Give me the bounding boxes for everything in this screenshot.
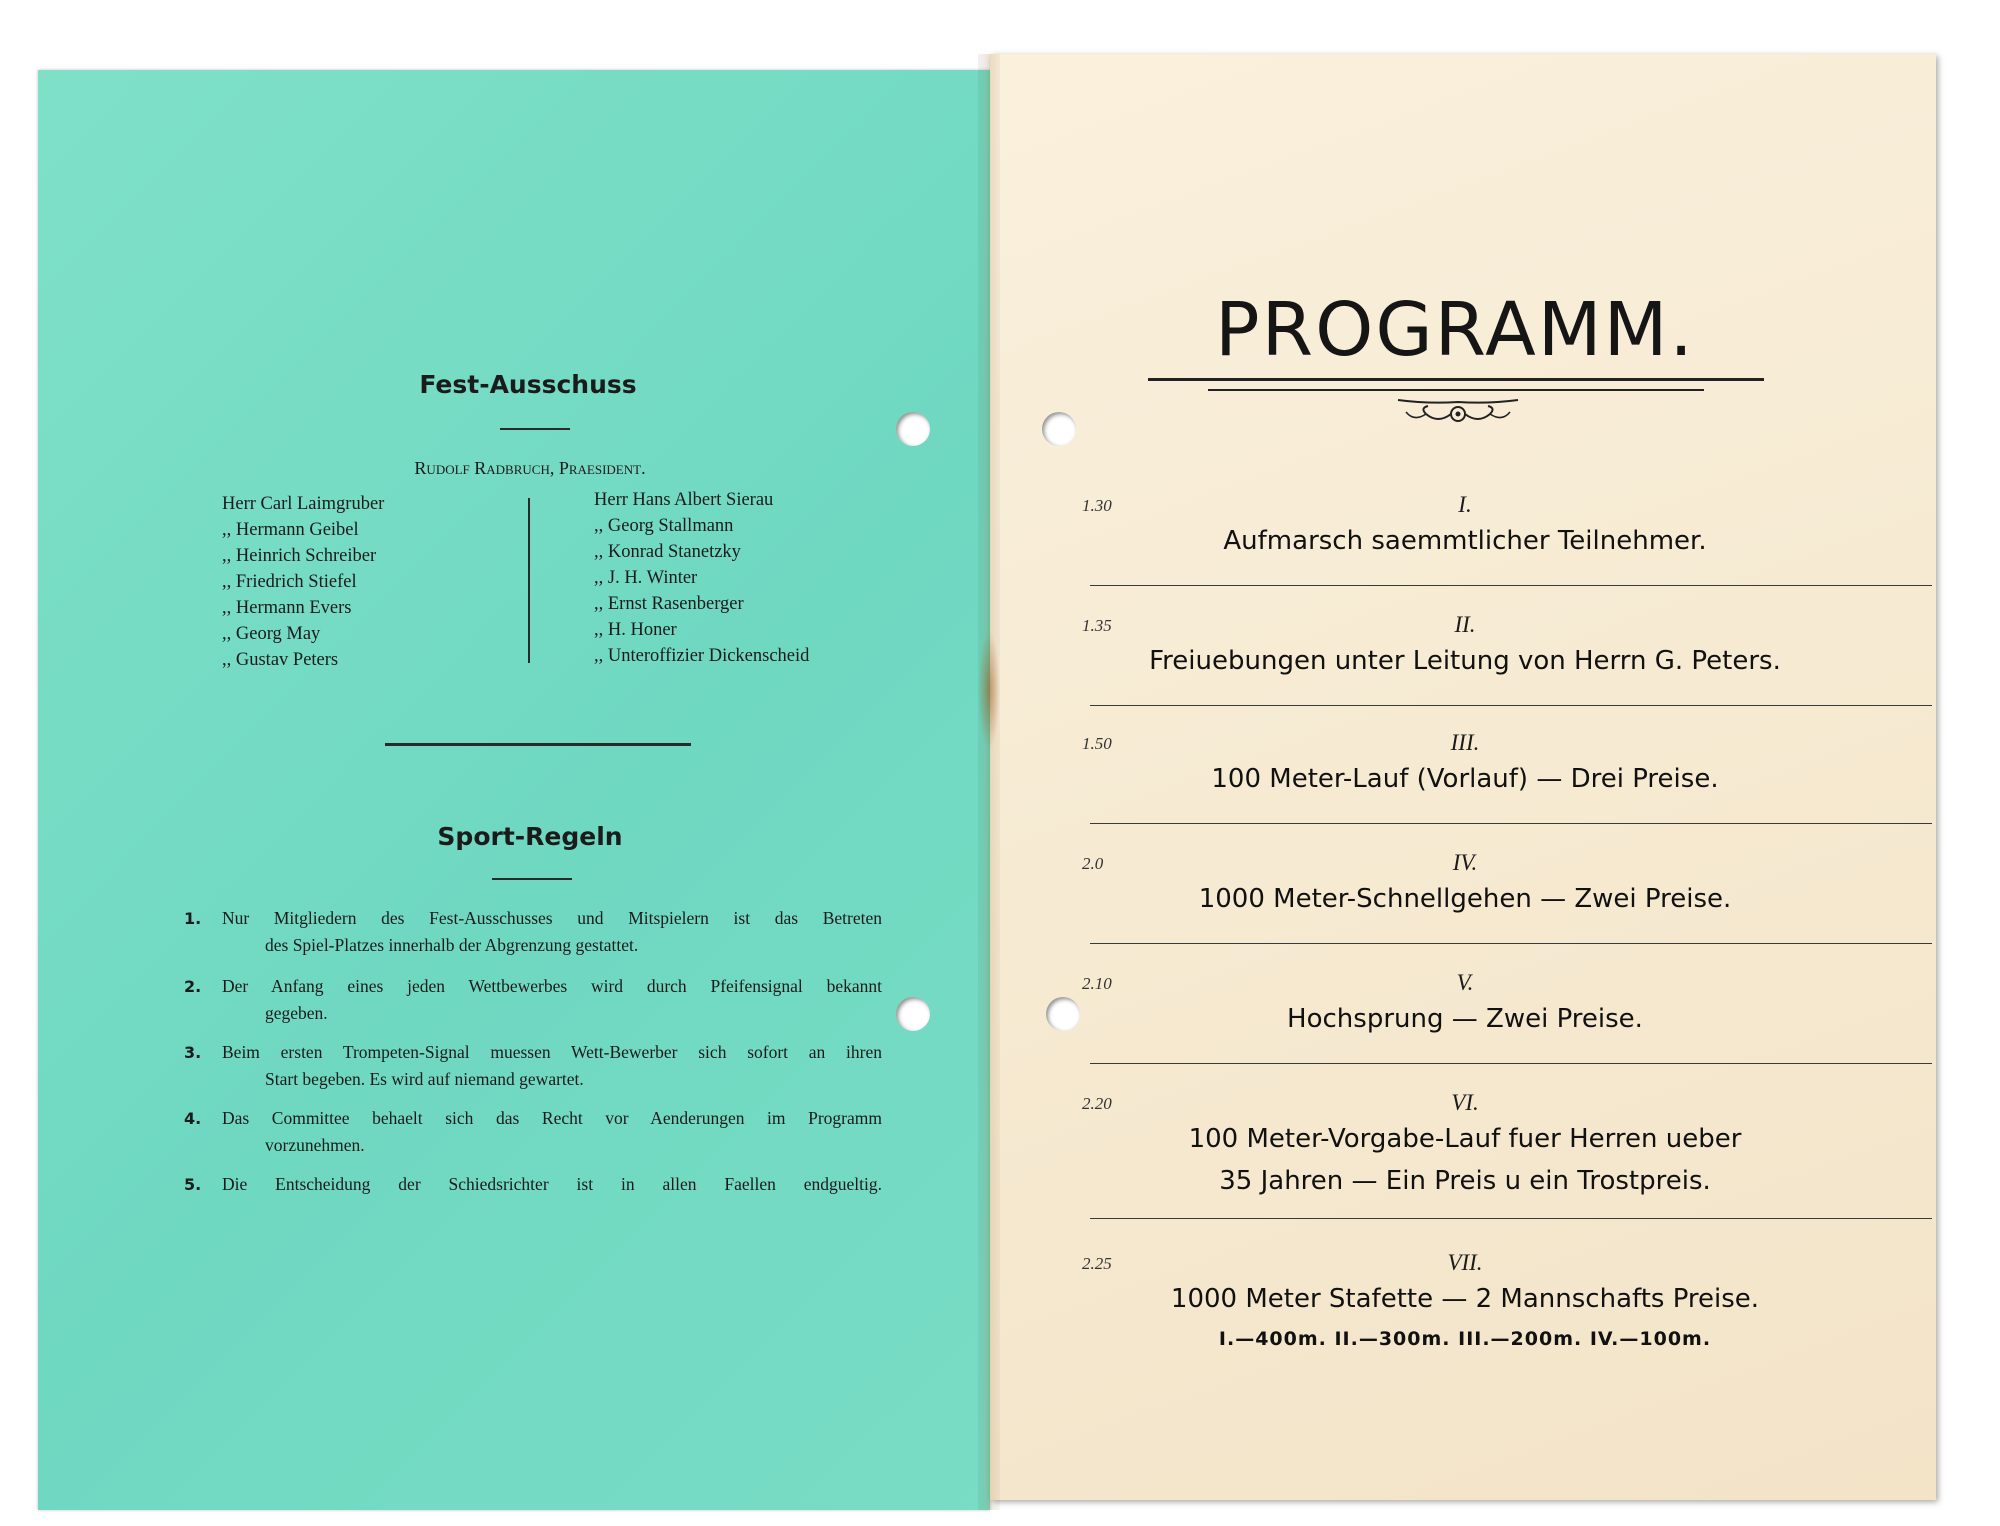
event-number: II.: [1454, 612, 1476, 637]
committee-member: ,, Friedrich Stiefel: [222, 572, 357, 592]
punch-hole-right-top: [1042, 412, 1076, 446]
event-title: 100 Meter-Lauf (Vorlauf) — Drei Preise.: [1211, 764, 1719, 794]
rule-number: 1.: [184, 909, 202, 928]
rule-text-line2: Start begeben. Es wird auf niemand gewartet.: [265, 1069, 584, 1089]
event-number: III.: [1450, 730, 1480, 755]
event-separator: [1090, 705, 1932, 706]
event-separator: [1090, 585, 1932, 586]
event-time: 1.30: [1082, 496, 1112, 515]
event-separator: [1090, 1218, 1932, 1219]
event-title: 1000 Meter Stafette — 2 Mannschafts Preise.: [1170, 1284, 1760, 1314]
sport-rules-heading-underline: [492, 878, 572, 880]
committee-president: Rudolf Radbruch, Praesident.: [414, 458, 646, 478]
rule-text-line2: vorzunehmen.: [265, 1135, 365, 1155]
punch-hole-left-bottom: [896, 997, 930, 1031]
event-title: Hochsprung — Zwei Preise.: [1287, 1004, 1643, 1034]
committee-member: ,, Hermann Evers: [222, 598, 352, 618]
committee-member: ,, Georg May: [222, 624, 321, 644]
committee-member: ,, Konrad Stanetzky: [594, 542, 741, 562]
rule-number: 3.: [184, 1043, 202, 1062]
event-title: Freiuebungen unter Leitung von Herrn G. Peters.: [1149, 646, 1781, 676]
booklet-spine: [978, 54, 1000, 1510]
committee-heading: Fest-Ausschuss: [419, 370, 637, 399]
event-number: V.: [1456, 970, 1474, 995]
committee-member: ,, Unteroffizier Dickenscheid: [594, 646, 810, 666]
rule-text-line1: Nur Mitgliedern des Fest-Ausschusses und Mitspielern ist das Betreten: [222, 908, 882, 928]
event-separator: [1090, 1063, 1932, 1064]
rule-number: 4.: [184, 1109, 202, 1128]
punch-hole-left-top: [896, 412, 930, 446]
sport-rules-heading: Sport-Regeln: [437, 822, 623, 851]
event-time: 2.0: [1082, 854, 1104, 873]
event-time: 1.50: [1082, 734, 1112, 753]
event-title: 1000 Meter-Schnellgehen — Zwei Preise.: [1198, 884, 1732, 914]
left-page-teal: [38, 70, 990, 1510]
committee-column-divider: [528, 498, 530, 663]
rule-text-line1: Das Committee behaelt sich das Recht vor Aenderungen im Programm: [222, 1108, 882, 1128]
event-number: VII.: [1447, 1250, 1483, 1275]
event-separator: [1090, 823, 1932, 824]
event-title: Aufmarsch saemmtlicher Teilnehmer.: [1223, 526, 1707, 556]
committee-member: Herr Carl Laimgruber: [222, 494, 385, 514]
event-number: IV.: [1452, 850, 1478, 875]
event-title: 100 Meter-Vorgabe-Lauf fuer Herren ueber: [1188, 1124, 1742, 1154]
rule-text-line2: gegeben.: [265, 1003, 328, 1023]
rule-text-line1: Beim ersten Trompeten-Signal muessen Wett-Bewerber sich sofort an ihren: [222, 1042, 882, 1062]
rule-number: 5.: [184, 1175, 202, 1194]
event-time: 2.10: [1082, 974, 1112, 993]
title-rule-top: [1148, 378, 1764, 381]
committee-heading-underline: [500, 428, 570, 430]
event-time: 2.25: [1082, 1254, 1112, 1273]
event-separator: [1090, 943, 1932, 944]
committee-member: ,, H. Honer: [594, 620, 677, 640]
rule-number: 2.: [184, 977, 202, 996]
committee-member: ,, Heinrich Schreiber: [222, 546, 377, 566]
punch-hole-right-bottom: [1046, 997, 1080, 1031]
event-title: 35 Jahren — Ein Preis u ein Trostpreis.: [1219, 1166, 1711, 1196]
committee-member: ,, J. H. Winter: [594, 568, 698, 588]
rule-text-line1: Die Entscheidung der Schiedsrichter ist in allen Faellen endgueltig.: [222, 1174, 882, 1194]
section-divider-rule: [385, 743, 691, 746]
event-time: 1.35: [1082, 616, 1112, 635]
relay-distances: I.—400m. II.—300m. III.—200m. IV.—100m.: [1218, 1328, 1712, 1350]
rule-text-line2: des Spiel-Platzes innerhalb der Abgrenzung gestattet.: [265, 935, 639, 955]
committee-member: ,, Ernst Rasenberger: [594, 594, 744, 614]
committee-member: ,, Georg Stallmann: [594, 516, 734, 536]
committee-member: ,, Gustav Peters: [222, 650, 339, 670]
event-number: I.: [1458, 492, 1472, 517]
ornament-flourish-icon: [1378, 392, 1538, 432]
committee-member: ,, Hermann Geibel: [222, 520, 359, 540]
event-number: VI.: [1451, 1090, 1479, 1115]
committee-member: Herr Hans Albert Sierau: [594, 490, 774, 510]
rule-text-line1: Der Anfang eines jeden Wettbewerbes wird durch Pfeifensignal bekannt: [222, 976, 882, 996]
title-rule-bottom: [1208, 389, 1704, 391]
program-title: PROGRAMM.: [1215, 287, 1695, 373]
event-time: 2.20: [1082, 1094, 1112, 1113]
spine-rust-stain: [978, 630, 1000, 750]
